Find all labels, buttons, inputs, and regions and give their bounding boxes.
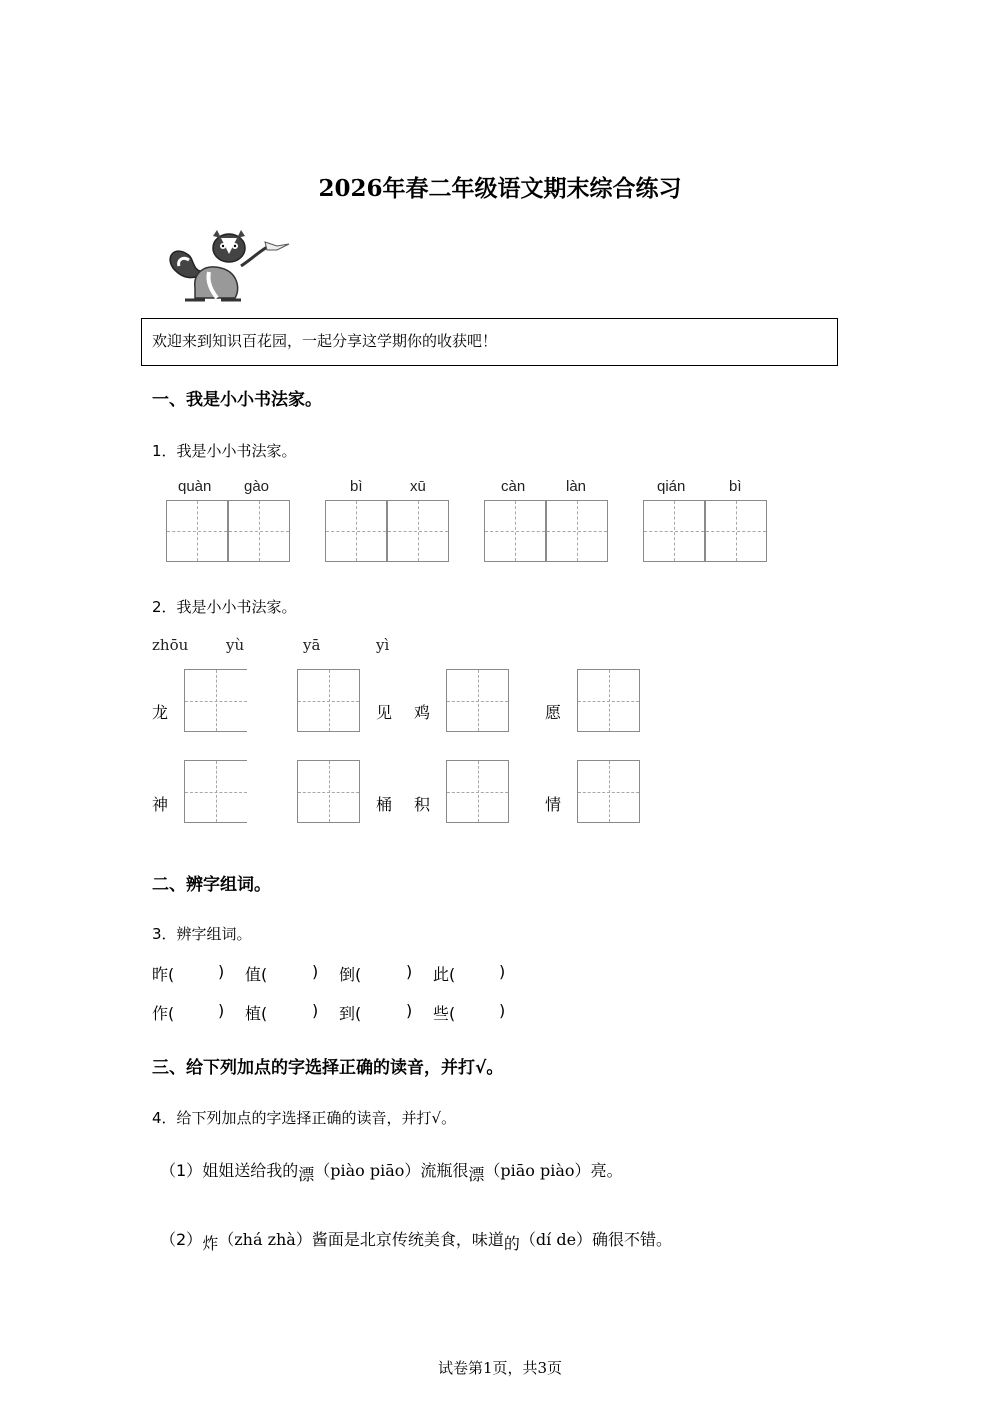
pinyin-label: xū	[410, 478, 426, 495]
sentence-text: 流瓶很	[420, 1161, 469, 1180]
question-2-label: 2．我是小小书法家。	[152, 598, 297, 616]
word-blank-suffix: )	[406, 962, 413, 981]
writing-cell[interactable]	[446, 760, 509, 823]
writing-cell[interactable]	[184, 760, 247, 823]
pinyin-label: zhōu	[152, 636, 189, 654]
dotted-char: 炸	[202, 1234, 219, 1253]
welcome-text: 欢迎来到知识百花园，一起分享这学期你的收获吧！	[152, 332, 498, 350]
word-blank-prefix: 值(	[245, 965, 268, 984]
pinyin-label: gào	[244, 478, 270, 495]
writing-cell[interactable]	[166, 500, 228, 562]
item-number: （2）	[160, 1230, 203, 1249]
pinyin-label: làn	[566, 478, 587, 495]
pinyin-label: quàn	[178, 478, 212, 495]
pinyin-options[interactable]: （piào piāo）	[314, 1161, 421, 1180]
word-char: 积	[414, 795, 431, 814]
word-blank-prefix: 植(	[245, 1004, 268, 1023]
writing-cell[interactable]	[297, 760, 360, 823]
writing-cell[interactable]	[643, 500, 705, 562]
dotted-char: 漂	[298, 1165, 315, 1184]
word-blank-suffix: )	[312, 962, 319, 981]
section-3-heading: 三、给下列加点的字选择正确的读音，并打√。	[152, 1058, 504, 1078]
writing-cell[interactable]	[325, 500, 387, 562]
word-char: 桶	[376, 795, 393, 814]
writing-cell[interactable]	[297, 669, 360, 732]
page-footer: 试卷第1页，共3页	[437, 1359, 563, 1377]
writing-cell[interactable]	[387, 500, 449, 562]
word-blank-suffix: )	[499, 962, 506, 981]
writing-cell[interactable]	[228, 500, 290, 562]
writing-cell[interactable]	[705, 500, 767, 562]
word-blank-prefix: 此(	[433, 965, 456, 984]
item-number: （1）	[160, 1161, 203, 1180]
writing-cell[interactable]	[446, 669, 509, 732]
pinyin-options[interactable]: （dí de）	[519, 1230, 593, 1249]
question-1-label: 1．我是小小书法家。	[152, 442, 297, 460]
word-blank-prefix: 到(	[339, 1004, 362, 1023]
question-4-label: 4．给下列加点的字选择正确的读音，并打√。	[152, 1109, 457, 1127]
word-char: 龙	[152, 703, 169, 722]
page-title: 2026年春二年级语文期末综合练习	[318, 175, 682, 202]
pinyin-label: bì	[350, 478, 363, 495]
writing-cell[interactable]	[184, 669, 247, 732]
pinyin-label: yā	[303, 636, 321, 654]
sentence-text: 酱面是北京传统美食，味道	[311, 1230, 504, 1249]
sentence-text: 确很不错。	[592, 1230, 673, 1249]
writing-cell[interactable]	[577, 760, 640, 823]
pinyin-label: qián	[657, 478, 686, 495]
dotted-char: 漂	[468, 1165, 485, 1184]
word-blank-suffix: )	[218, 962, 225, 981]
pinyin-options[interactable]: （zhá zhà）	[218, 1230, 312, 1249]
writing-cell[interactable]	[546, 500, 608, 562]
welcome-box	[141, 318, 838, 366]
pinyin-label: yì	[376, 636, 390, 654]
word-blank-prefix: 昨(	[152, 965, 175, 984]
word-char: 见	[376, 703, 393, 722]
word-char: 愿	[545, 703, 562, 722]
word-blank-suffix: )	[499, 1001, 506, 1020]
pinyin-label: yù	[226, 636, 245, 654]
pinyin-label: bì	[729, 478, 742, 495]
dotted-char: 的	[503, 1234, 520, 1253]
word-blank-prefix: 倒(	[339, 965, 362, 984]
writing-cell[interactable]	[484, 500, 546, 562]
word-blank-prefix: 些(	[433, 1004, 456, 1023]
word-blank-suffix: )	[312, 1001, 319, 1020]
skunk-mascot-image	[165, 228, 295, 304]
question-4-item-1	[160, 1158, 623, 1184]
pinyin-label: càn	[501, 478, 526, 495]
question-3-label: 3．辨字组词。	[152, 925, 252, 943]
word-blank-suffix: )	[218, 1001, 225, 1020]
word-char: 神	[152, 795, 169, 814]
pinyin-options[interactable]: （piāo piào）	[484, 1161, 591, 1180]
section-1-heading: 一、我是小小书法家。	[152, 390, 322, 410]
word-char: 情	[545, 795, 562, 814]
sentence-text: 亮。	[590, 1161, 623, 1180]
question-4-item-2	[160, 1227, 673, 1253]
section-2-heading: 二、辨字组词。	[152, 875, 271, 895]
writing-cell[interactable]	[577, 669, 640, 732]
word-blank-suffix: )	[406, 1001, 413, 1020]
word-blank-prefix: 作(	[152, 1004, 175, 1023]
sentence-text: 姐姐送给我的	[202, 1161, 299, 1180]
word-char: 鸡	[414, 703, 431, 722]
